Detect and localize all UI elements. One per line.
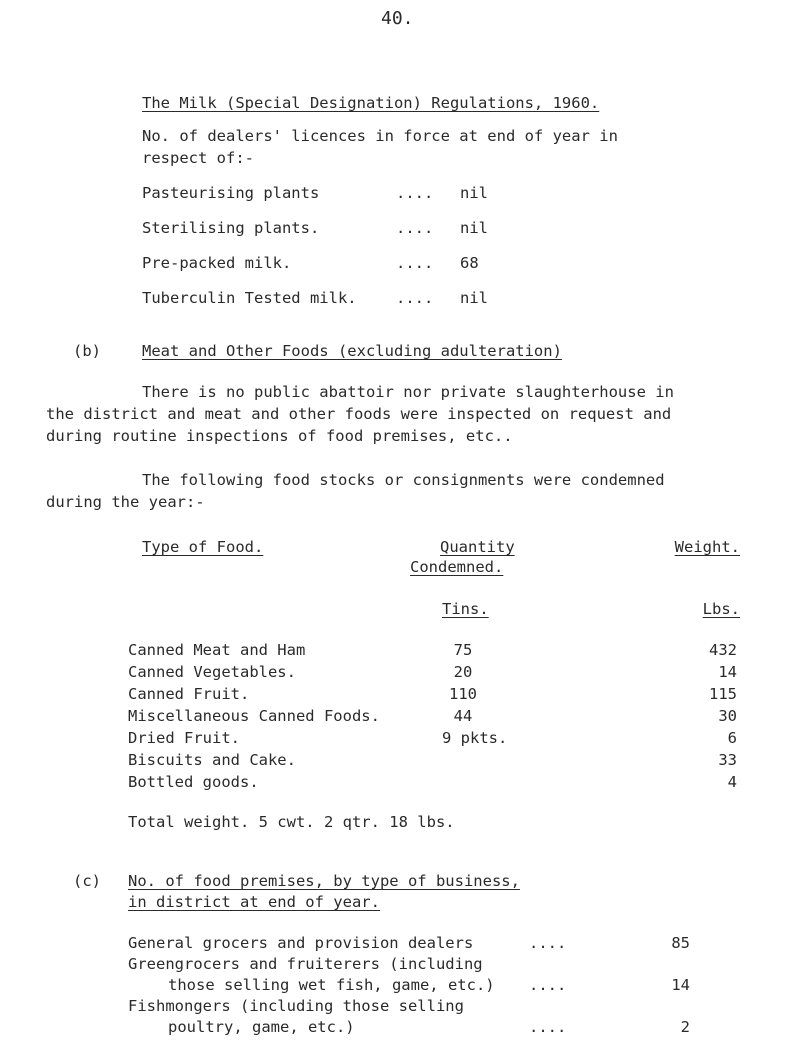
- total-weight: Total weight. 5 cwt. 2 qtr. 18 lbs.: [128, 813, 455, 831]
- milk-row-dots: ....: [396, 184, 434, 202]
- table-row-quantity: 110: [449, 685, 477, 703]
- premises-row-dots: ....: [529, 976, 567, 994]
- section-c-heading-line1: No. of food premises, by type of business,: [128, 872, 520, 890]
- premises-row-line1: General grocers and provision dealers: [128, 934, 474, 952]
- milk-row-dots: ....: [396, 289, 434, 307]
- table-row-quantity: 20: [453, 663, 473, 681]
- table-header-quantity-line2: Condemned.: [410, 558, 504, 576]
- milk-row-value: nil: [460, 184, 488, 202]
- table-row-weight: 432: [709, 641, 737, 659]
- section-c-heading-line2: in district at end of year.: [128, 893, 380, 911]
- section-b-para1-line3: during routine inspections of food premises, etc..: [46, 427, 513, 445]
- table-row-type: Biscuits and Cake.: [128, 751, 296, 769]
- table-header-quantity-line1: Quantity: [440, 538, 515, 556]
- table-row-weight: 14: [718, 663, 737, 681]
- table-row-weight: 33: [718, 751, 737, 769]
- premises-row-line2: those selling wet fish, game, etc.): [168, 976, 495, 994]
- milk-row-label: Sterilising plants.: [142, 219, 320, 237]
- section-b-heading: Meat and Other Foods (excluding adulteration): [142, 342, 562, 360]
- premises-row-line1: Fishmongers (including those selling: [128, 997, 464, 1015]
- section-b-para2-line2: during the year:-: [46, 493, 205, 511]
- section-b-para1-line2: the district and meat and other foods were inspected on request and: [46, 405, 672, 423]
- table-row-type: Dried Fruit.: [128, 729, 240, 747]
- milk-row-label: Pre-packed milk.: [142, 254, 292, 272]
- milk-row-label: Tuberculin Tested milk.: [142, 289, 357, 307]
- table-row-weight: 30: [718, 707, 737, 725]
- section-b-marker: (b): [73, 342, 101, 360]
- premises-row-dots: ....: [529, 934, 567, 952]
- premises-row-dots: ....: [529, 1018, 567, 1036]
- milk-row-label: Pasteurising plants: [142, 184, 320, 202]
- table-row-type: Canned Vegetables.: [128, 663, 296, 681]
- premises-row-line1: Greengrocers and fruiterers (including: [128, 955, 483, 973]
- milk-row-value: nil: [460, 219, 488, 237]
- table-row-weight: 115: [709, 685, 737, 703]
- milk-row-dots: ....: [396, 219, 434, 237]
- table-row-weight: 6: [727, 729, 737, 747]
- table-row-type: Bottled goods.: [128, 773, 259, 791]
- milk-row-value: nil: [460, 289, 488, 307]
- table-row-weight: 4: [727, 773, 737, 791]
- milk-intro-line2: respect of:-: [142, 149, 254, 167]
- table-row-quantity: 9 pkts.: [442, 729, 508, 747]
- milk-intro-line1: No. of dealers' licences in force at end of year in: [142, 127, 618, 145]
- section-c-marker: (c): [73, 872, 101, 890]
- table-row-type: Canned Fruit.: [128, 685, 250, 703]
- section-b-para1-line1: There is no public abattoir nor private slaughterhouse in: [142, 383, 674, 401]
- table-row-type: Canned Meat and Ham: [128, 641, 306, 659]
- table-row-quantity: 75: [453, 641, 473, 659]
- page-number: 40.: [381, 8, 414, 29]
- table-unit-tins: Tins.: [442, 600, 489, 618]
- premises-row-value: 85: [671, 934, 690, 952]
- section-b-para2-line1: The following food stocks or consignments were condemned: [142, 471, 665, 489]
- table-header-weight: Weight.: [674, 538, 740, 556]
- premises-row-line2: poultry, game, etc.): [168, 1018, 355, 1036]
- table-header-type: Type of Food.: [142, 538, 264, 556]
- milk-row-dots: ....: [396, 254, 434, 272]
- premises-row-value: 2: [680, 1018, 690, 1036]
- premises-row-value: 14: [671, 976, 690, 994]
- table-row-type: Miscellaneous Canned Foods.: [128, 707, 380, 725]
- table-unit-lbs: Lbs.: [702, 600, 740, 618]
- table-row-quantity: 44: [453, 707, 473, 725]
- milk-section-heading: The Milk (Special Designation) Regulations, 1960.: [142, 94, 600, 112]
- milk-row-value: 68: [460, 254, 479, 272]
